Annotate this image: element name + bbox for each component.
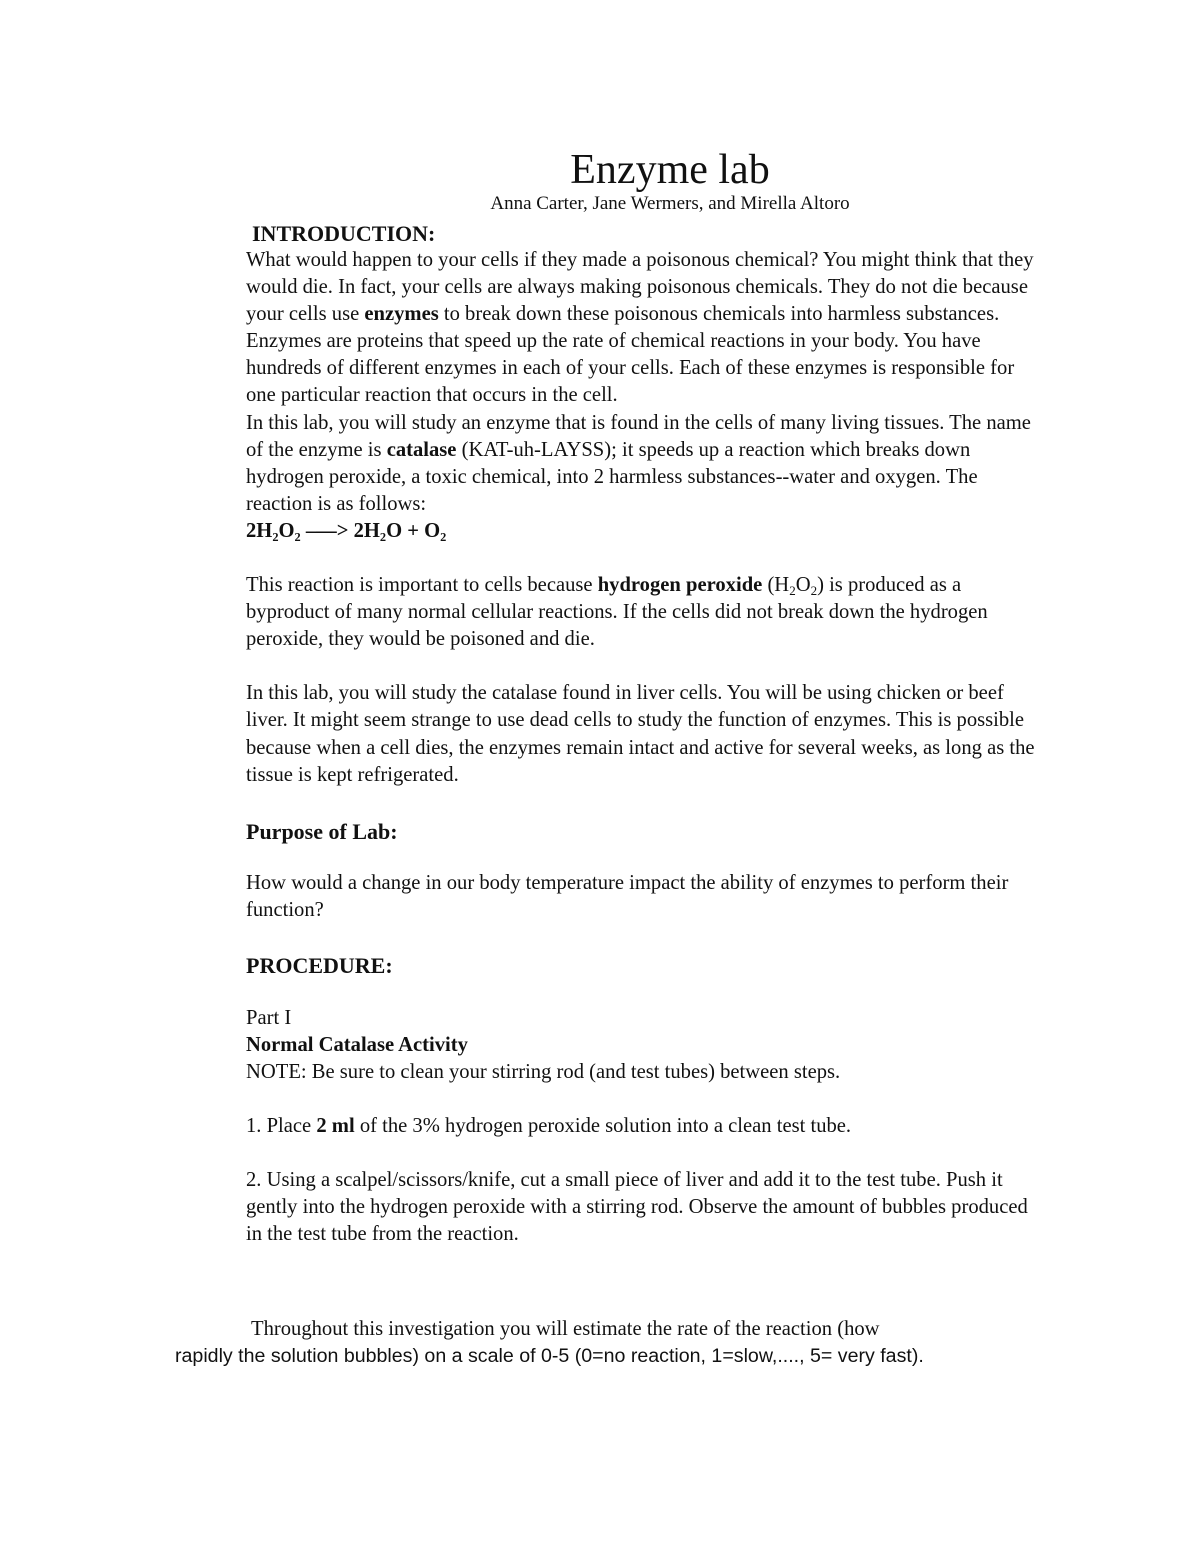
spacer — [246, 846, 1046, 870]
procedure-part-label: Part I — [246, 1006, 292, 1029]
intro-p2-text-a: In this lab, you will study an enzyme that is found in the cells of many living tissues. The name of the enzyme is — [246, 411, 1031, 461]
rate-scale-line-2: rapidly the solution bubbles) on a scale of 0-5 (0=no reaction, 1=slow,...., 5= very fast). — [175, 1345, 924, 1368]
procedure-step-1 — [246, 1113, 1046, 1140]
intro-p3-formula-open: (H — [762, 574, 790, 597]
spacer — [246, 1140, 1046, 1167]
procedure-step-2: 2. Using a scalpel/scissors/knife, cut a small piece of liver and add it to the test tube. Push it gently into the hydrogen peroxide with a stirring rod. Observe the amount of bubbles produced in the test tube from the reaction. — [246, 1169, 1028, 1246]
spacer — [246, 653, 1046, 680]
rate-scale-line-1: Throughout this investigation you will estimate the rate of the reaction (how — [251, 1318, 880, 1340]
spacer — [246, 924, 1046, 952]
intro-paragraph-3 — [246, 572, 1046, 653]
document-authors: Anna Carter, Jane Wermers, and Mirella Altoro — [490, 193, 850, 214]
procedure-subheading — [246, 1032, 1046, 1059]
step1-bold: 2 ml — [316, 1115, 355, 1138]
intro-paragraph-4: In this lab, you will study the catalase found in liver cells. You will be using chicken or beef liver. It might seem strange to use dead cells to study the function of enzymes. This is possible because when a cell dies, the enzymes remain intact and active for several weeks, as long as the tissue is kept refrigerated. — [246, 682, 1035, 786]
intro-p1-text-a: What would happen to your cells if they made a poisonous chemical? You might think that they would die. In fact, your cells are always making poisonous chemicals. They do not die because your cells use — [246, 249, 1034, 326]
procedure-heading: PROCEDURE: — [246, 952, 393, 978]
rate-scale-paragraph — [175, 1316, 1015, 1370]
reaction-equation: 2H₂O₂ –—> 2H₂O + O₂ — [246, 519, 447, 542]
document-body — [246, 220, 1046, 1249]
spacer — [246, 980, 1046, 1005]
intro-paragraph-1 — [246, 247, 1046, 410]
intro-p3-sub-1: 2 — [789, 583, 796, 599]
intro-p3-sub-2: 2 — [810, 583, 818, 599]
document-title: Enzyme lab — [570, 147, 770, 193]
spacer — [246, 545, 1046, 572]
procedure-subheading-text: Normal Catalase Activity — [246, 1033, 468, 1056]
step1-text-a: 1. Place — [246, 1115, 317, 1138]
intro-p2-text-b: (KAT-uh-LAYSS); it speeds up a reaction which breaks down hydrogen peroxide, a toxic chemical, into 2 harmless substances--water and oxygen. The reaction is as follows: — [246, 438, 978, 515]
intro-p3-bold: hydrogen peroxide — [597, 574, 763, 597]
spacer — [246, 789, 1046, 818]
intro-p2-bold: catalase — [386, 438, 457, 461]
introduction-heading: INTRODUCTION: — [252, 221, 436, 246]
intro-p1-text-b: to break down these poisonous chemicals into harmless substances. Enzymes are proteins that speed up the rate of chemical reactions in your body. You have hundreds of different enzymes in each of your cells. Each of these enzymes is responsible for one particular reaction that occurs in the cell. — [246, 303, 1015, 407]
step1-text-b: of the 3% hydrogen peroxide solution into a clean test tube. — [354, 1115, 852, 1138]
spacer — [246, 1086, 1046, 1113]
intro-p3-text-a: This reaction is important to cells because — [246, 574, 598, 597]
purpose-heading: Purpose of Lab: — [246, 818, 398, 844]
purpose-text: How would a change in our body temperature impact the ability of enzymes to perform their function? — [246, 871, 1009, 921]
intro-p3-formula-mid: O — [795, 574, 811, 597]
intro-p1-bold: enzymes — [364, 303, 439, 326]
intro-paragraph-2 — [246, 410, 1046, 518]
procedure-note: NOTE: Be sure to clean your stirring rod (and test tubes) between steps. — [246, 1061, 841, 1084]
intro-p3-text-b: ) is produced as a byproduct of many normal cellular reactions. If the cells did not break down the hydrogen peroxide, they would be poisoned and die. — [246, 574, 988, 651]
